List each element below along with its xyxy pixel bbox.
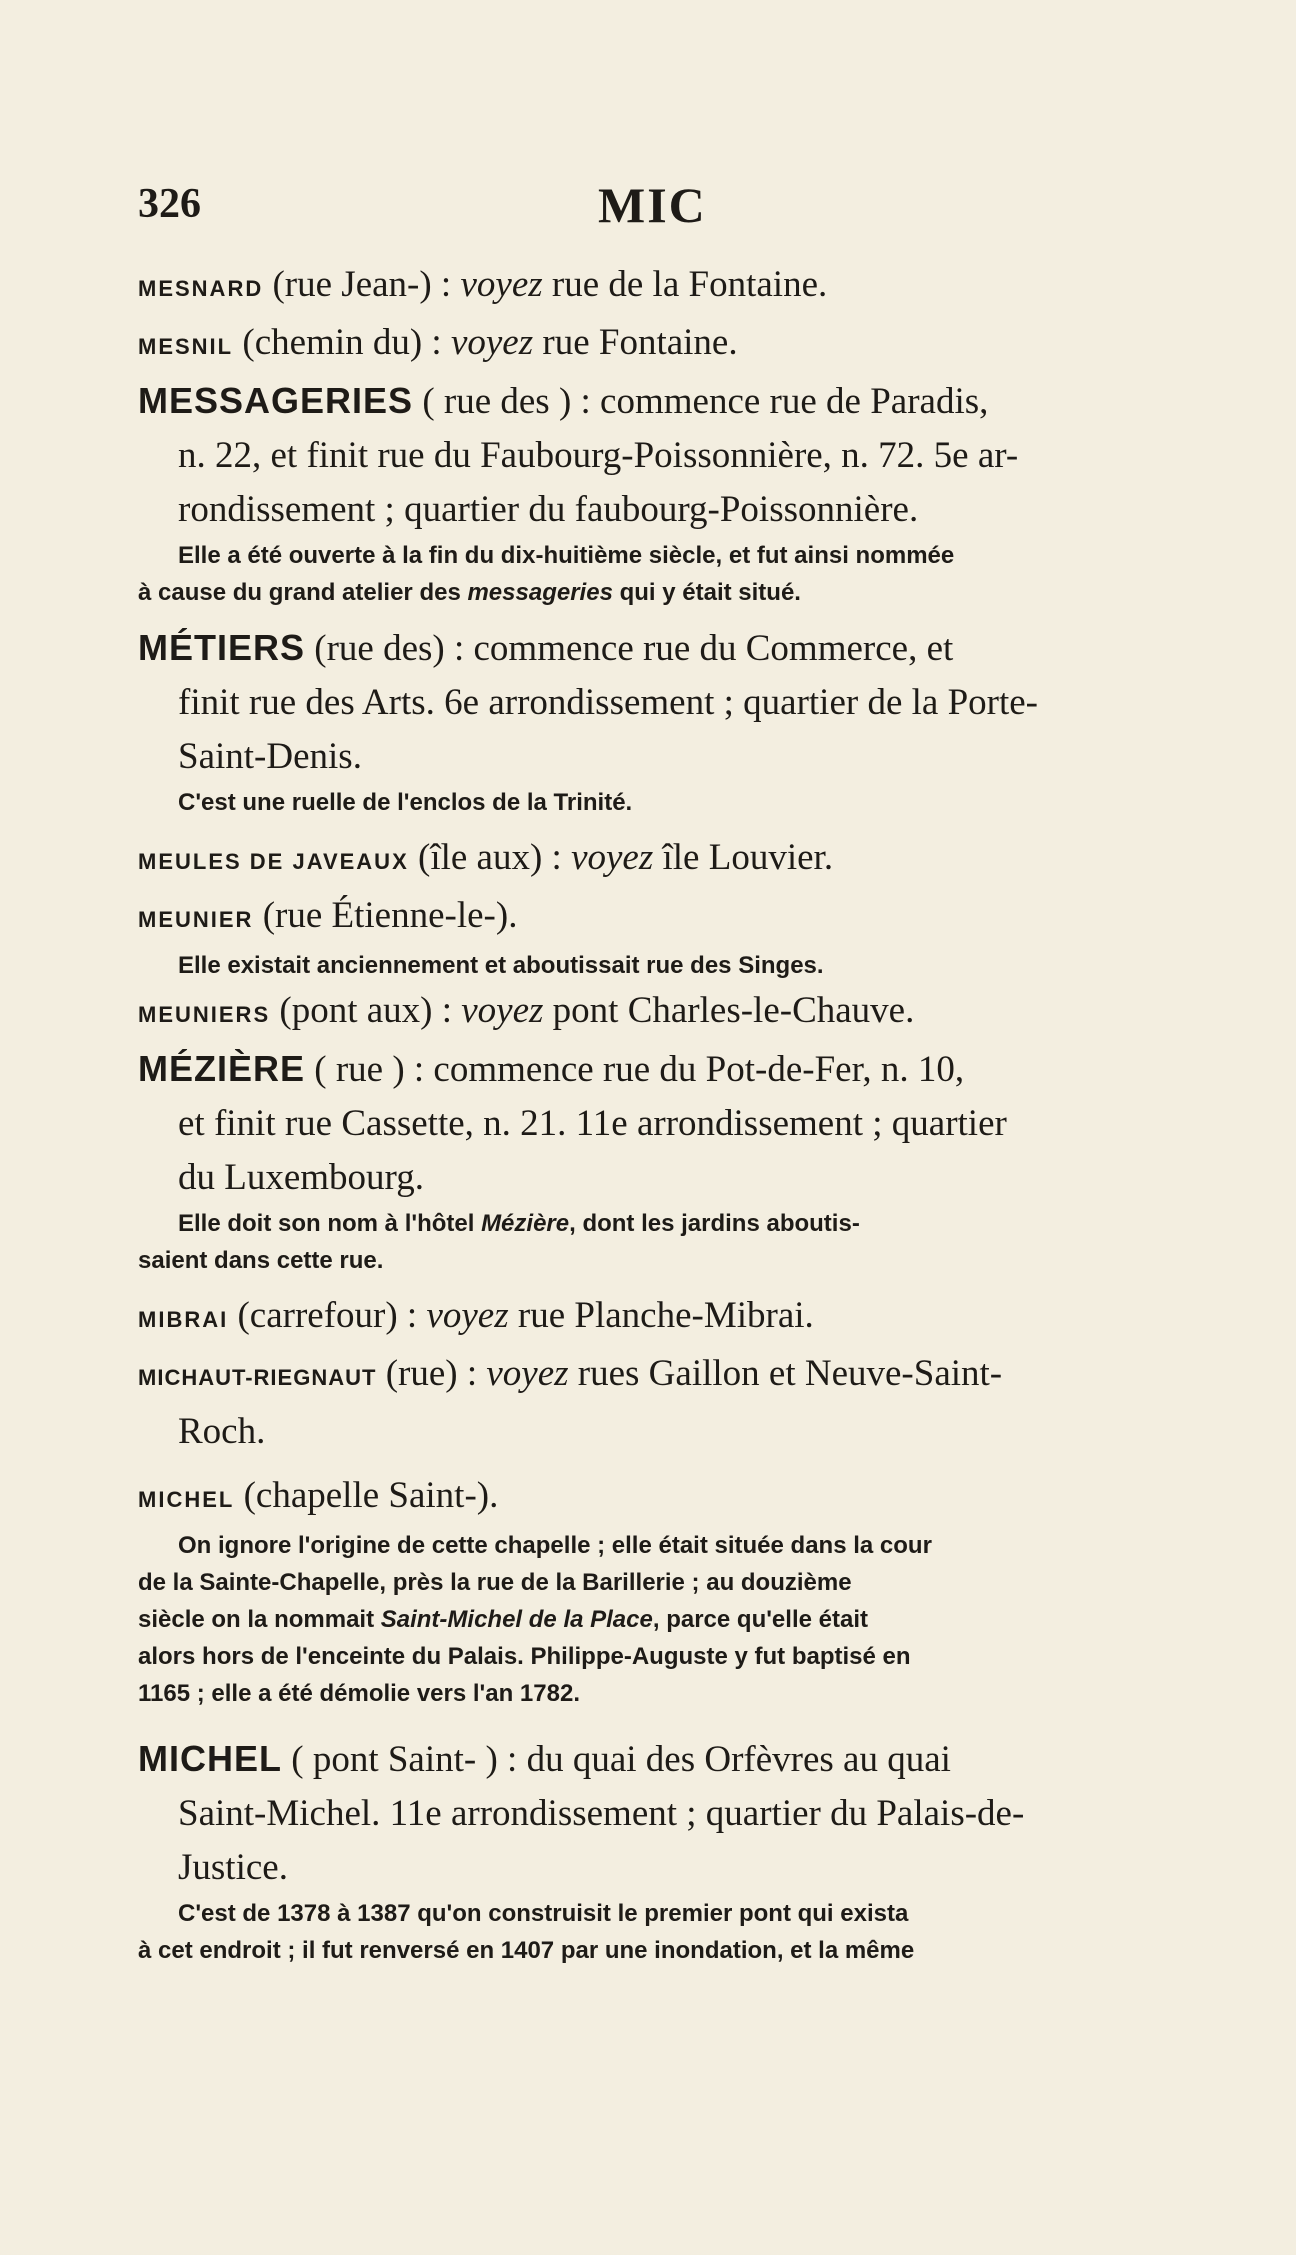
entry-name: MICHAUT-RIEGNAUT bbox=[138, 1365, 377, 1390]
entry-mesnard bbox=[138, 258, 1158, 316]
entry-name: MESSAGERIES bbox=[138, 380, 414, 421]
entry-note: On ignore l'origine de cette chapelle ; elle était située dans la cour bbox=[178, 1532, 932, 1559]
entry-name: MEUNIERS bbox=[138, 1002, 271, 1027]
entry-metiers bbox=[138, 621, 1158, 821]
entry-name: MESNIL bbox=[138, 334, 234, 359]
entry-name: MICHEL bbox=[138, 1738, 282, 1779]
entry-text: pont Charles-le-Chauve. bbox=[543, 990, 915, 1031]
entry-text: (chemin du) : bbox=[233, 322, 451, 363]
entry-text: (rue Étienne-le-). bbox=[253, 895, 518, 936]
entry-note-italic: Saint-Michel de la Place bbox=[380, 1606, 653, 1633]
page-header bbox=[138, 177, 1158, 240]
entry-note: siècle on la nommait bbox=[138, 1606, 381, 1633]
entry-text-italic: voyez bbox=[486, 1353, 569, 1394]
entry-text: île Louvier. bbox=[653, 837, 834, 878]
running-head: MIC bbox=[598, 177, 707, 233]
entry-text: (carrefour) : bbox=[228, 1295, 427, 1336]
entry-text: et finit rue Cassette, n. 21. 11e arrondissement ; quartier bbox=[178, 1103, 1007, 1144]
entry-name: MÉZIÈRE bbox=[138, 1048, 306, 1089]
entry-list bbox=[138, 258, 1158, 1969]
entry-text: rues Gaillon et Neuve-Saint- bbox=[568, 1353, 1003, 1394]
entry-text: Justice. bbox=[178, 1847, 288, 1888]
entry-text-italic: voyez bbox=[571, 837, 654, 878]
entry-meunier bbox=[138, 889, 1158, 984]
entry-michel-chapelle bbox=[138, 1469, 1158, 1712]
entry-meules bbox=[138, 831, 1158, 889]
entry-name: MIBRAI bbox=[138, 1307, 229, 1332]
entry-text: rue Planche-Mibrai. bbox=[508, 1295, 814, 1336]
entry-mesnil bbox=[138, 316, 1158, 374]
entry-text: (chapelle Saint-). bbox=[234, 1475, 499, 1516]
entry-text-italic: voyez bbox=[426, 1295, 509, 1336]
entry-note: C'est de 1378 à 1387 qu'on construisit le premier pont qui exista bbox=[178, 1900, 909, 1927]
entry-text: (rue Jean-) : bbox=[263, 264, 461, 305]
entry-text: ( rue des ) : commence rue de Paradis, bbox=[413, 381, 989, 422]
entry-note: qui y était situé. bbox=[612, 579, 801, 606]
entry-text: (pont aux) : bbox=[270, 990, 462, 1031]
entry-text: rue de la Fontaine. bbox=[542, 264, 828, 305]
entry-note: C'est une ruelle de l'enclos de la Trinité. bbox=[178, 789, 633, 816]
entry-note: à cet endroit ; il fut renversé en 1407 par une inondation, et la même bbox=[138, 1937, 915, 1964]
entry-name: MEULES DE JAVEAUX bbox=[138, 849, 409, 874]
entry-meuniers bbox=[138, 984, 1158, 1042]
entry-note: à cause du grand atelier des bbox=[138, 579, 468, 606]
entry-text: (rue des) : commence rue du Commerce, et bbox=[305, 628, 954, 669]
entry-text-italic: voyez bbox=[461, 990, 544, 1031]
entry-name: MÉTIERS bbox=[138, 627, 306, 668]
entry-text: Roch. bbox=[178, 1411, 266, 1452]
entry-note: alors hors de l'enceinte du Palais. Philippe-Auguste y fut baptisé en bbox=[138, 1643, 911, 1670]
entry-text-italic: voyez bbox=[450, 322, 534, 363]
entry-text: (île aux) : bbox=[408, 837, 572, 878]
entry-text-italic: voyez bbox=[460, 264, 543, 305]
entry-note-italic: messageries bbox=[467, 579, 613, 606]
entry-note: de la Sainte-Chapelle, près la rue de la Barillerie ; au douzième bbox=[138, 1569, 852, 1596]
entry-note: saient dans cette rue. bbox=[138, 1247, 384, 1274]
entry-note: , parce qu'elle était bbox=[652, 1606, 868, 1633]
entry-name: MESNARD bbox=[138, 276, 264, 301]
entry-text: du Luxembourg. bbox=[178, 1157, 424, 1198]
entry-text: ( rue ) : commence rue du Pot-de-Fer, n. 10, bbox=[305, 1049, 965, 1090]
entry-text: Saint-Michel. 11e arrondissement ; quartier du Palais-de- bbox=[178, 1793, 1025, 1834]
entry-note: , dont les jardins aboutis- bbox=[569, 1210, 860, 1237]
entry-text: rue Fontaine. bbox=[533, 322, 738, 363]
entry-text: (rue) : bbox=[376, 1353, 487, 1394]
entry-text: finit rue des Arts. 6e arrondissement ; quartier de la Porte- bbox=[178, 682, 1038, 723]
entry-text: ( pont Saint- ) : du quai des Orfèvres au quai bbox=[282, 1739, 951, 1780]
entry-text: n. 22, et finit rue du Faubourg-Poissonnière, n. 72. 5e ar- bbox=[178, 435, 1019, 476]
entry-text: Saint-Denis. bbox=[178, 736, 362, 777]
entry-name: MICHEL bbox=[138, 1487, 235, 1512]
entry-note: 1165 ; elle a été démolie vers l'an 1782. bbox=[138, 1680, 580, 1707]
entry-note: Elle existait anciennement et aboutissait rue des Singes. bbox=[178, 952, 824, 979]
entry-michaut-riegnaut bbox=[138, 1347, 1158, 1459]
entry-note: Elle a été ouverte à la fin du dix-huitième siècle, et fut ainsi nommée bbox=[178, 542, 955, 569]
page-number: 326 bbox=[138, 181, 201, 227]
entry-michel-pont bbox=[138, 1732, 1158, 1969]
entry-mibrai bbox=[138, 1289, 1158, 1347]
entry-text: rondissement ; quartier du faubourg-Poissonnière. bbox=[178, 489, 919, 530]
entry-note-italic: Mézière bbox=[481, 1210, 570, 1237]
entry-note: Elle doit son nom à l'hôtel bbox=[178, 1210, 482, 1237]
entry-name: MEUNIER bbox=[138, 907, 254, 932]
entry-messageries bbox=[138, 374, 1158, 611]
entry-meziere bbox=[138, 1042, 1158, 1279]
